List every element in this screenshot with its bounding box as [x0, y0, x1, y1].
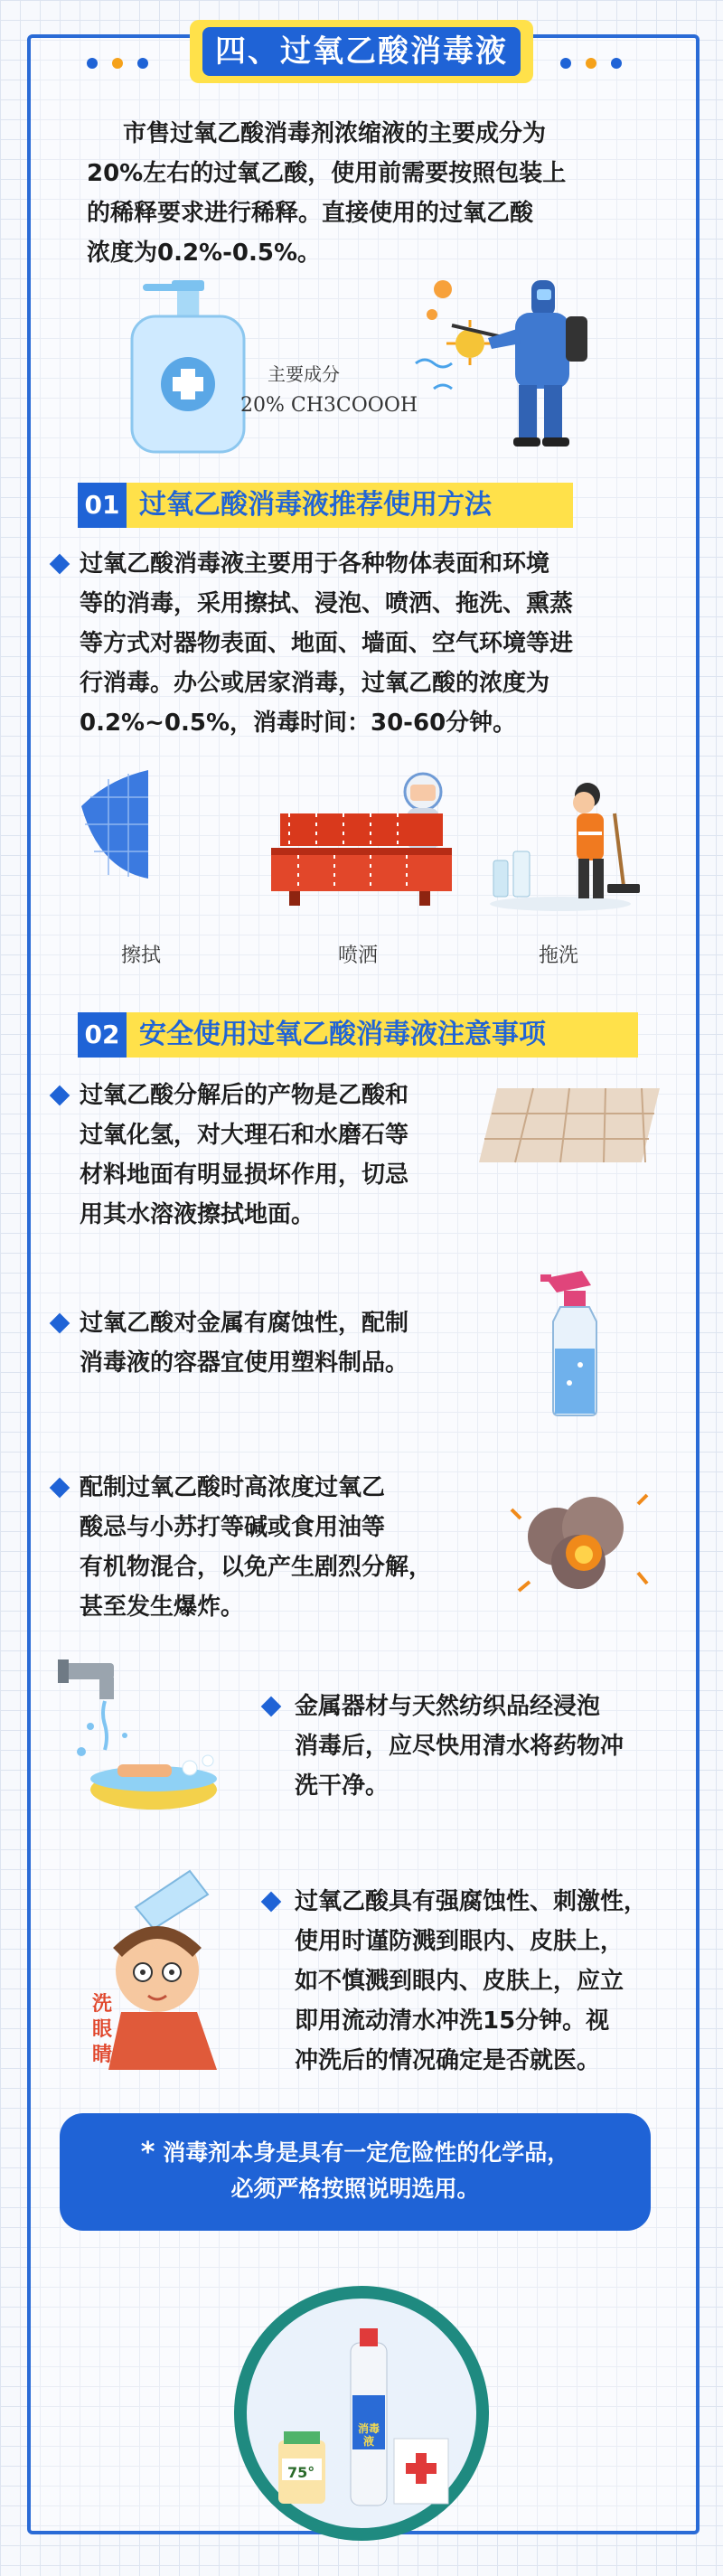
disinfectant-bottles-illustration — [224, 2278, 499, 2549]
caption-spray: 喷洒 — [338, 945, 379, 967]
label-disinfectant: 消毒液 — [357, 2422, 380, 2448]
caution-item-4-line: 金属器材与天然纺织品经浸泡 — [295, 1693, 601, 1720]
spraying-illustration — [271, 765, 452, 909]
caption-mop: 拖洗 — [539, 945, 579, 967]
eye-label-char: 洗 — [92, 1992, 113, 2016]
marble-floor-illustration — [479, 1088, 660, 1162]
pump-bottle-illustration — [127, 280, 244, 452]
section-2-title: 安全使用过氧乙酸消毒液注意事项 — [139, 1019, 546, 1050]
decor-dot — [560, 58, 571, 69]
spray-bottle-illustration — [537, 1265, 609, 1417]
caution-item-4-line: 消毒后，应尽快用清水将药物冲 — [295, 1733, 624, 1760]
section-2-number: 02 — [78, 1012, 127, 1058]
caution-item-1-line: 材料地面有明显损坏作用，切忌 — [80, 1161, 409, 1189]
caution-item-2-line: 消毒液的容器宜使用塑料制品。 — [80, 1349, 409, 1377]
note-line-1: 消毒剂本身是具有一定危险性的化学品， — [163, 2139, 570, 2166]
intro-line: 市售过氧乙酸消毒剂浓缩液的主要成分为 — [123, 120, 547, 147]
caution-item-3-line: 有机物混合，以免产生剧烈分解， — [80, 1554, 433, 1581]
decor-dot — [586, 58, 596, 69]
section-1-number: 01 — [78, 483, 127, 528]
caution-item-4-line: 洗干净。 — [295, 1772, 390, 1800]
page-title: 四、过氧乙酸消毒液 — [202, 27, 521, 76]
eye-label-char: 睛 — [92, 2043, 113, 2066]
warning-note-banner — [60, 2113, 651, 2231]
wiping-illustration — [81, 770, 154, 897]
label-75: 75° — [287, 2464, 315, 2481]
section-1-line: 等方式对器物表面、地面、墙面、空气环境等进 — [80, 630, 574, 657]
intro-line: 20%左右的过氧乙酸，使用前需要按照包装上 — [87, 160, 567, 187]
caution-item-1-line: 过氧化氢，对大理石和水磨石等 — [80, 1122, 409, 1149]
asterisk-icon: * — [140, 2137, 155, 2168]
caution-item-5-line: 即用流动清水冲洗15分钟。视 — [295, 2007, 610, 2035]
mopping-illustration — [488, 777, 642, 922]
section-1-title: 过氧乙酸消毒液推荐使用方法 — [139, 489, 492, 521]
caution-item-3-line: 甚至发生爆炸。 — [80, 1594, 245, 1621]
formula-value: 20% CH3COOOH — [240, 394, 418, 417]
decor-dot — [611, 58, 622, 69]
section-1-line: 0.2%~0.5%，消毒时间：30-60分钟。 — [80, 710, 517, 737]
caution-item-5-line: 如不慎溅到眼内、皮肤上，应立 — [295, 1968, 624, 1995]
caution-item-2-line: 过氧乙酸对金属有腐蚀性，配制 — [80, 1310, 409, 1337]
caution-item-1-line: 过氧乙酸分解后的产物是乙酸和 — [80, 1082, 409, 1109]
section-1-line: 行消毒。办公或居家消毒，过氧乙酸的浓度为 — [80, 670, 550, 697]
section-1-line: 过氧乙酸消毒液主要用于各种物体表面和环境 — [80, 550, 550, 578]
note-line-2: 必须严格按照说明选用。 — [230, 2176, 480, 2202]
caption-wipe: 擦拭 — [121, 945, 162, 967]
explosion-illustration — [512, 1482, 647, 1600]
caution-item-3-line: 配制过氧乙酸时高浓度过氧乙 — [80, 1474, 386, 1501]
intro-line: 的稀释要求进行稀释。直接使用的过氧乙酸 — [87, 200, 534, 227]
decor-dot — [112, 58, 123, 69]
caution-item-3-line: 酸忌与小苏打等碱或食用油等 — [80, 1514, 386, 1541]
caution-item-5-line: 过氧乙酸具有强腐蚀性、刺激性， — [295, 1888, 648, 1915]
decor-dot — [87, 58, 98, 69]
caution-item-1-line: 用其水溶液擦拭地面。 — [80, 1201, 315, 1228]
caution-item-5-line: 使用时谨防溅到眼内、皮肤上， — [295, 1928, 624, 1955]
caution-item-5-line: 冲洗后的情况确定是否就医。 — [295, 2047, 601, 2074]
hazmat-worker-illustration — [398, 262, 596, 452]
formula-label: 主要成分 — [268, 363, 340, 385]
eye-label-char: 眼 — [92, 2017, 113, 2041]
section-1-line: 等的消毒，采用擦拭、浸泡、喷洒、拖洗、熏蒸 — [80, 590, 574, 617]
intro-line: 浓度为0.2%-0.5%。 — [87, 240, 322, 267]
decor-dot — [137, 58, 148, 69]
faucet-washing-illustration — [54, 1645, 244, 1826]
